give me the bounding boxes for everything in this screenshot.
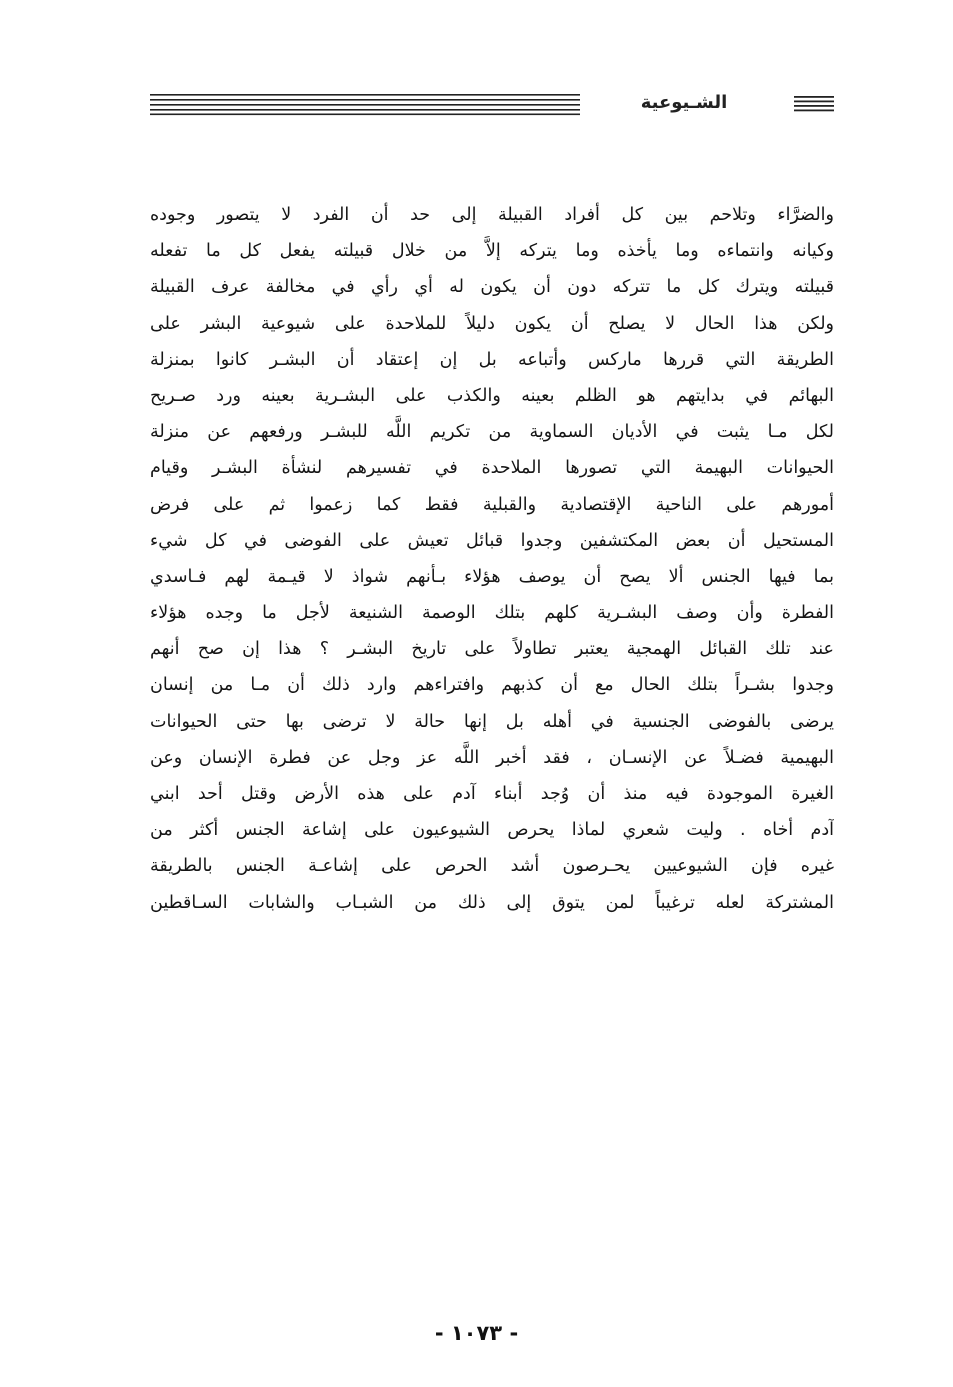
text-line: ولكن هذا الحال لا يصلح أن يكون دليلاً للملاحدة على شيوعية البشر على xyxy=(150,313,834,334)
running-header xyxy=(150,88,834,122)
text-line: والضرَّاء وتلاحم بين كل أفراد القبيلة إلى حد أن الفرد لا يتصور وجوده xyxy=(150,205,834,225)
text-line: عند تلك القبائل الهمجية يعتبر تطاولاً على تاريخ البشـر ؟ هذا إن صح أنهم xyxy=(150,639,834,660)
text-line: البهائم في بدايتهم هو الظلم بعينه والكذب على البشـرية بعينه ورد صـريح xyxy=(150,385,834,406)
text-line: وكيانه وانتماءه وما يأخذه وما يتركه إلاَّ من خلال قبيلته يفعل كل ما تفعله xyxy=(150,241,834,262)
text-line: غيره فإن الشيوعيين يحـرصون أشد الحرص على إشاعـة الجنس بالطريقة xyxy=(150,856,834,877)
text-line: قبيلته ويترك كل ما تتركه دون أن يكون له أي رأي في مخالفة عرف القبيلة xyxy=(150,277,834,298)
text-line: أمورهم على الناحية الإقتصادية والقبلية فقط كما زعموا ثم على فرض xyxy=(150,494,834,515)
body-text xyxy=(150,197,834,921)
header-title: الشـيوعية xyxy=(640,92,728,113)
page-number: - ١٠٧٣ - xyxy=(434,1321,519,1345)
text-line: المشتركة لعله ترغيباً لمن يتوق إلى ذلك من الشبـاب والشابات السـاقطين xyxy=(150,892,834,913)
text-line: يرضى بالفوضى الجنسية في أهله بل إنها حالة لا ترضى بها حتى الحيوانات xyxy=(150,711,834,732)
text-line: المستحيل أن بعض المكتشفين وجدوا قبائل تعيش على الفوضى في كل شيء xyxy=(150,530,834,551)
text-line: لكل مـا يثبت في الأديان السماوية من تكريم اللَّه للبشـر ورفعهم عن منزلة xyxy=(150,422,834,443)
header-lines-icon xyxy=(794,95,834,113)
text-line: الطريقة التي قررها ماركس وأتباعه بل إن إعتقاد أن البشـر كانوا بمنزلة xyxy=(150,349,834,370)
header-rule-ornament xyxy=(150,92,580,116)
text-line: الفطرة وأن وصف البشـرية كلهم بتلك الوصمة الشنيعة لأجل ما وجده هؤلاء xyxy=(150,603,834,624)
text-line: الغيرة الموجودة فيه منذ أن وُجد أبناء آدم على هذه الأرض وقتل أحد ابني xyxy=(150,784,834,804)
text-line: بما فيها الجنس ألا يصح أن يوصف هؤلاء بـأنهم شواذ لا قيـمة لهم فـاسدي xyxy=(150,566,834,587)
text-line: آدم أخاه . وليت شعري لماذا يحرص الشيوعيون على إشاعة الجنس أكثر من xyxy=(150,820,834,841)
text-line: البهيمية فضـلاً عن الإنسـان ، فقد أخبر اللَّه عز وجل عن فطرة الإنسان وعن xyxy=(150,747,834,768)
text-line: وجدوا بشـراً بتلك الحال مع أن كذبهم وافتراءهم وارد ذلك أن مـا من إنسان xyxy=(150,675,834,696)
text-line: الحيوانات البهيمة التي تصورها الملاحدة في تفسيرهم لنشأة البشـر وقيام xyxy=(150,458,834,479)
